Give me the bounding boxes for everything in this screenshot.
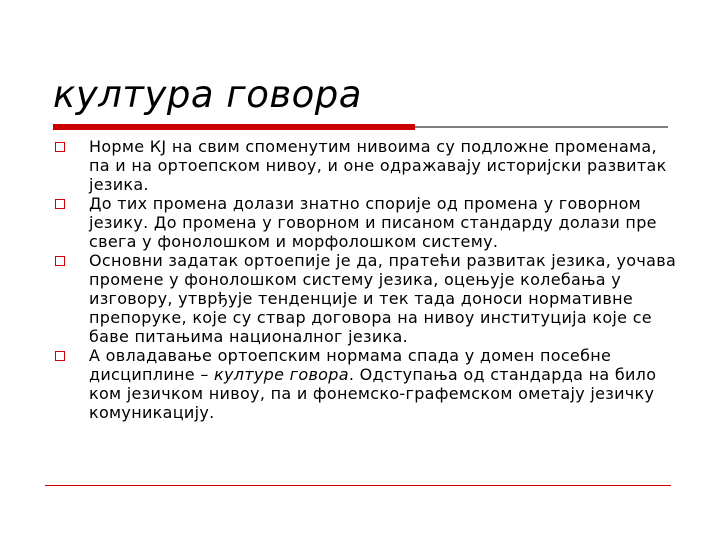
footer-rule [45, 485, 671, 486]
bullet-text: Основни задатак ортоепије је да, пратећи развитак језика, уочава промене у фонолошком систему језика, оцењује колебања у изговору, утврђује тенденције и тек тада доноси нормативне препоруке, које су ствар договора на нивоу институција које се баве питањима националног језика. [89, 251, 677, 346]
bullet-item [55, 194, 680, 251]
slide-title: култура говора [53, 73, 362, 116]
title-underline-accent [53, 124, 415, 130]
hollow-square-icon [55, 199, 65, 209]
title-underline-grey [415, 126, 668, 128]
hollow-square-icon [55, 256, 65, 266]
bullet-item [55, 137, 680, 194]
bullet-text: До тих промена долази знатно спорије од промена у говорном језику. До промена у говорном и писаном стандарду долази пре свега у фонолошком и морфолошком систему. [89, 194, 657, 251]
bullet-text: Норме КЈ на свим споменутим нивоима су подложне променама, па и на ортоепском нивоу, и оне одражавају историјски развитак језика. [89, 137, 667, 194]
bullet-text-end: . Одступања од стандарда на било ком језичком нивоу, па и фонемско-графемском ометају језичку комуникацију. [89, 365, 657, 422]
bullet-list [55, 137, 680, 422]
hollow-square-icon [55, 142, 65, 152]
bullet-item [55, 251, 680, 346]
hollow-square-icon [55, 351, 65, 361]
bullet-text-emphasis: културе говора [214, 365, 349, 384]
bullet-item [55, 346, 680, 422]
bullet-text-start: А овладавање ортоепским нормама спада у домен посебне дисциплине – [89, 346, 612, 384]
